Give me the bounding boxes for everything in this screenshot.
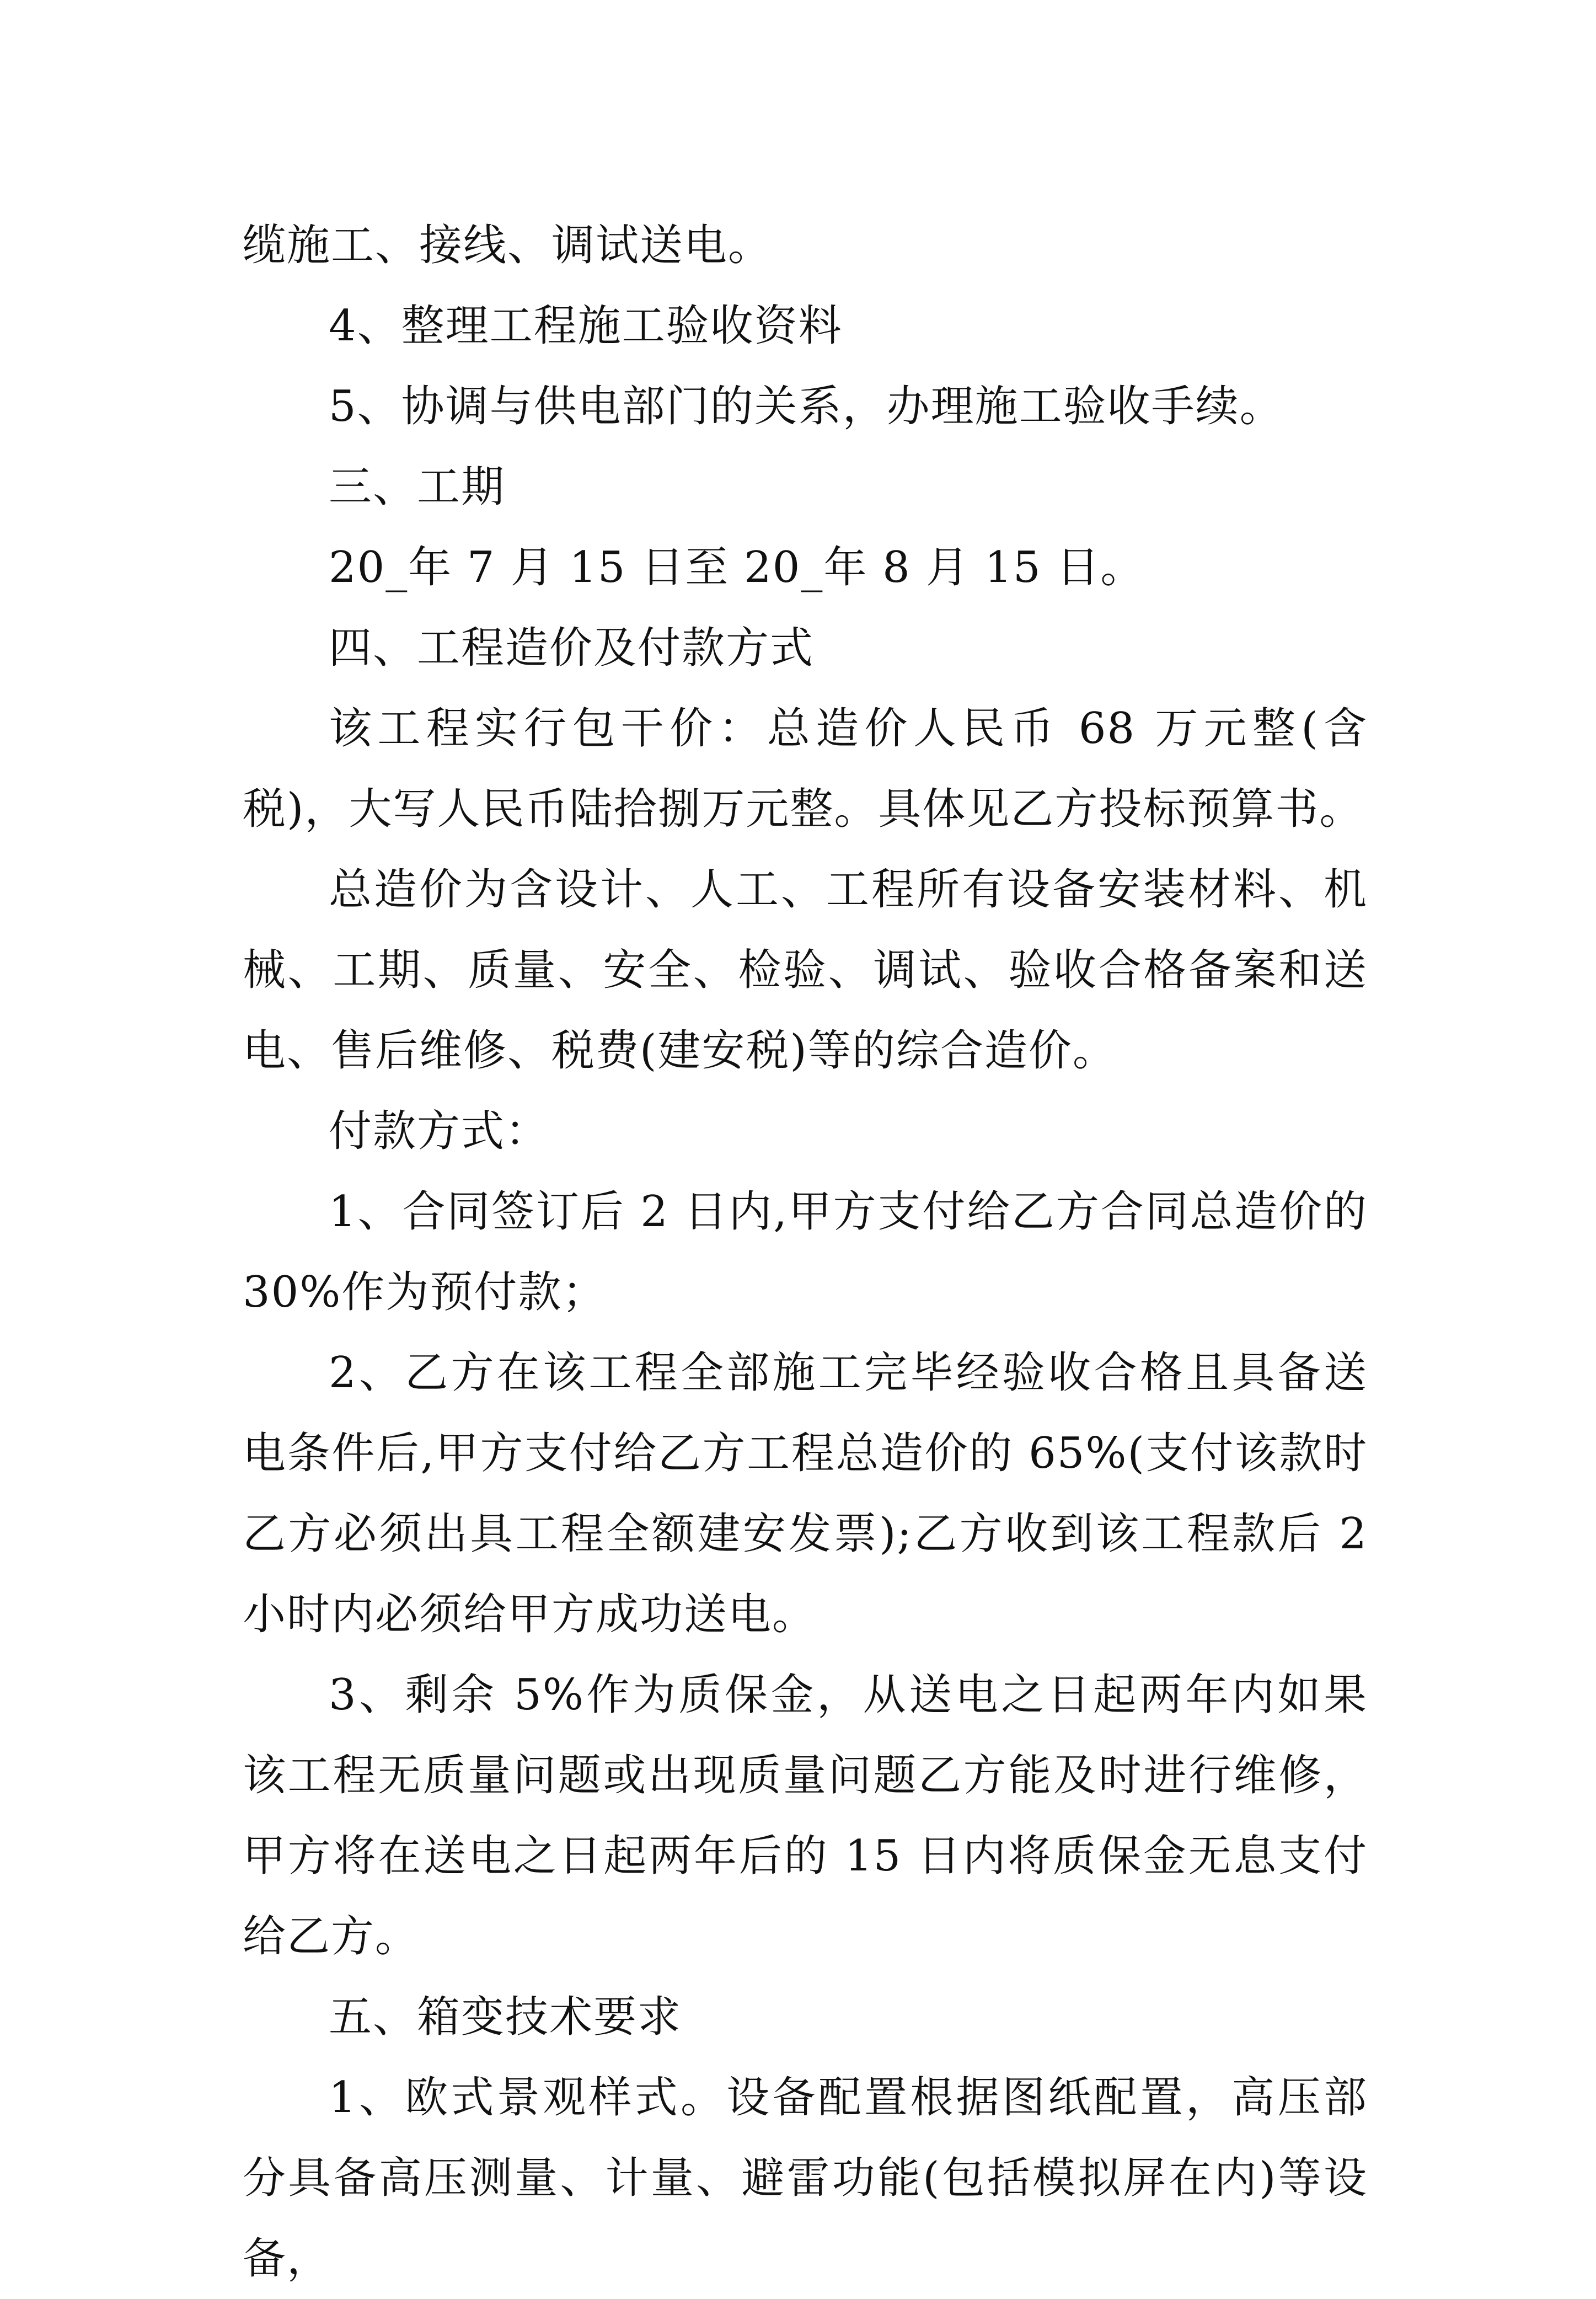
paragraph-payment-2: 2、乙方在该工程全部施工完毕经验收合格且具备送电条件后,甲方支付给乙方工程总造价的 65%(支付该款时乙方必须出具工程全额建安发票);乙方收到该工程款后 2 小时内必须给甲方成功送电。 <box>243 1348 1368 1639</box>
paragraph-continuation: 缆施工、接线、调试送电。 <box>243 221 773 270</box>
section-heading-tech: 五、箱变技术要求 <box>329 1992 682 2042</box>
paragraph-item-5: 5、协调与供电部门的关系，办理施工验收手续。 <box>329 382 1284 431</box>
paragraph-payment-3: 3、剩余 5%作为质保金，从送电之日起两年内如果该工程无质量问题或出现质量问题乙方能及时进行维修，甲方将在送电之日起两年后的 15 日内将质保金无息支付给乙方。 <box>243 1670 1368 1961</box>
paragraph-item-4: 4、整理工程施工验收资料 <box>329 301 843 351</box>
paragraph-payment-method: 付款方式： <box>329 1106 550 1156</box>
paragraph-tech-1: 1、欧式景观样式。设备配置根据图纸配置，高压部分具备高压测量、计量、避雷功能(包括模拟屏在内)等设备， <box>243 2073 1368 2284</box>
paragraph-lump-sum: 该工程实行包干价：总造价人民币 68 万元整(含税)，大写人民币陆拾捌万元整。具体见乙方投标预算书。 <box>243 704 1368 834</box>
section-heading-schedule: 三、工期 <box>329 462 506 512</box>
paragraph-payment-1: 1、合同签订后 2 日内,甲方支付给乙方合同总造价的 30%作为预付款； <box>243 1187 1368 1317</box>
section-heading-cost: 四、工程造价及付款方式 <box>329 623 815 673</box>
paragraph-total-cost: 总造价为含设计、人工、工程所有设备安装材料、机械、工期、质量、安全、检验、调试、验收合格备案和送电、售后维修、税费(建安税)等的综合造价。 <box>243 865 1368 1076</box>
document-body <box>243 205 1368 2299</box>
paragraph-schedule-dates: 20_年 7 月 15 日至 20_年 8 月 15 日。 <box>329 543 1145 592</box>
